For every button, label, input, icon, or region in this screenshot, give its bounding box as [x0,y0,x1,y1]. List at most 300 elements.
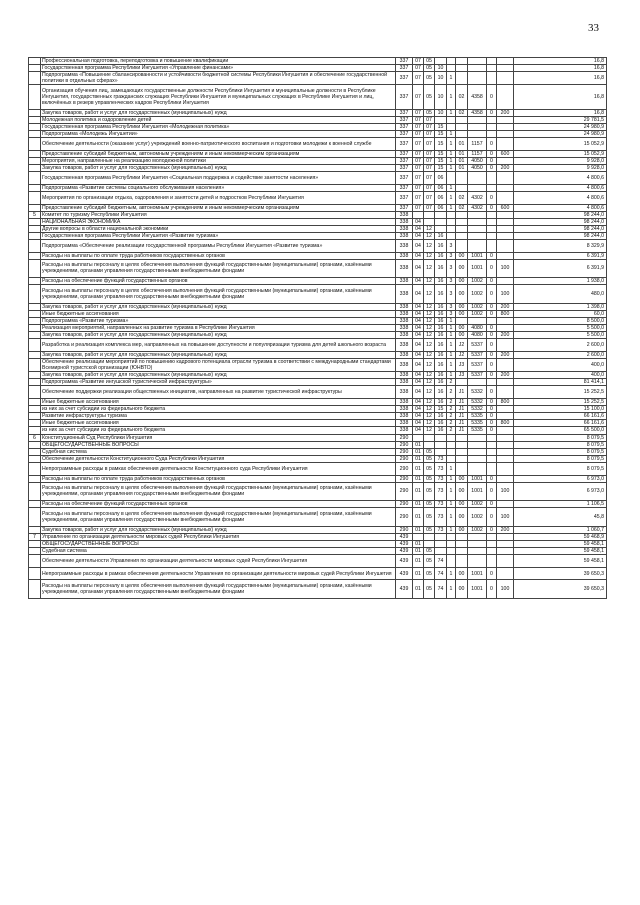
expense-type-code [497,72,514,85]
row-name: Расходы на выплаты персоналу в целях обеспечения выполнения функций государственными (муниципальными) органами, казёнными учреждениями, органами управления государственными внебюджетными фондами [41,482,396,501]
subprogram-code: 3 [447,259,456,278]
row-number [29,379,41,386]
direction-code: 1001 [468,567,487,580]
section-code: 04 [413,303,424,310]
direction-code: 1001 [468,252,487,259]
row-number [29,352,41,359]
direction-suffix: 0 [487,325,497,332]
event-code: 01 [456,138,468,151]
direction-suffix [487,72,497,85]
subprogram-code [447,117,456,124]
direction-suffix: 0 [487,259,497,278]
subprogram-code: 1 [447,191,456,204]
program-code: 16 [435,386,447,399]
section-code: 01 [413,526,424,533]
expense-type-code [497,191,514,204]
row-name: Расходы на выплаты персоналу в целях обеспечения выполнения функций государственными (муниципальными) органами, казёнными учреждениями, органами управления государственными внебюджетными фондами [41,285,396,304]
row-amount: 59 468,9 [514,533,607,540]
direction-suffix [487,232,497,239]
row-name: Расходы на выплаты персоналу в целях обеспечения выполнения функций государственными (муниципальными) органами, казёнными учреждениями, органами управления государственными внебюджетными фондами [41,508,396,527]
program-code: 06 [435,172,447,185]
row-name: Закупка товаров, работ и услуг для государственных (муниципальных) нужд [41,352,396,359]
direction-suffix [487,434,497,441]
ministry-code: 338 [396,332,413,339]
subsection-code: 05 [424,548,435,555]
direction-suffix: 0 [487,399,497,406]
section-code: 07 [413,85,424,110]
row-number [29,225,41,232]
expense-type-code: 800 [497,311,514,318]
expense-type-code [497,239,514,252]
section-code: 01 [413,482,424,501]
subsection-code: 07 [424,184,435,191]
expense-type-code [497,211,514,218]
row-number: 6 [29,434,41,441]
ministry-code: 338 [396,386,413,399]
direction-suffix [487,379,497,386]
table-row [29,332,607,339]
direction-code: 1157 [468,150,487,157]
section-code: 04 [413,285,424,304]
row-name: из них за счет субсидии из федерального бюджета [41,427,396,434]
expense-type-code [497,138,514,151]
section-code: 04 [413,406,424,413]
direction-code: 1002 [468,285,487,304]
row-name: Организация обучения лиц, замещающих государственные должности Республики Ингушетия и муниципальные должности в Республике Ингушетия, государственных гражданских служащих Республики Ингушетия и муниципальных служащих в Республике Ингушетия и лиц, включённых в резерв управленческих кадров Республики Ингушетия [41,85,396,110]
ministry-code: 337 [396,172,413,185]
ministry-code: 337 [396,158,413,165]
direction-code [468,225,487,232]
event-code: 00 [456,311,468,318]
row-number [29,448,41,455]
ministry-code: 337 [396,165,413,172]
row-amount: 66 161,6 [514,420,607,427]
event-code [456,448,468,455]
direction-code: 1001 [468,482,487,501]
table-row [29,462,607,475]
direction-suffix: 0 [487,204,497,211]
section-code: 07 [413,72,424,85]
direction-suffix [487,225,497,232]
direction-suffix: 0 [487,303,497,310]
subprogram-code: 2 [447,413,456,420]
row-number [29,441,41,448]
program-code: 73 [435,455,447,462]
row-number [29,72,41,85]
subprogram-code: 3 [447,303,456,310]
table-row [29,455,607,462]
table-row [29,138,607,151]
ministry-code: 337 [396,109,413,116]
table-row [29,124,607,131]
section-code: 04 [413,379,424,386]
section-code: 04 [413,311,424,318]
direction-suffix: 0 [487,580,497,599]
section-code: 01 [413,455,424,462]
direction-suffix: 0 [487,475,497,482]
row-name: Молодежная политика и оздоровление детей [41,117,396,124]
ministry-code: 290 [396,508,413,527]
subprogram-code [447,211,456,218]
program-code: 16 [435,325,447,332]
subprogram-code [447,218,456,225]
table-row [29,158,607,165]
subsection-code: 05 [424,455,435,462]
expense-type-code: 600 [497,150,514,157]
expense-type-code [497,124,514,131]
direction-code: 1002 [468,501,487,508]
row-name: Расходы на выплаты персоналу в целях обеспечения выполнения функций государственными (муниципальными) органами, казёнными учреждениями, органами управления государственными внебюджетными фондами [41,580,396,599]
subprogram-code: 1 [447,580,456,599]
subsection-code: 12 [424,352,435,359]
row-amount: 6 973,0 [514,475,607,482]
row-amount: 1 060,7 [514,526,607,533]
expense-type-code: 800 [497,420,514,427]
direction-code [468,131,487,138]
ministry-code: 338 [396,285,413,304]
row-number: 5 [29,211,41,218]
table-row [29,165,607,172]
row-amount: 4 800,6 [514,184,607,191]
section-code: 07 [413,124,424,131]
ministry-code: 290 [396,501,413,508]
program-code: 74 [435,580,447,599]
ministry-code: 439 [396,555,413,568]
table-row [29,259,607,278]
table-row [29,232,607,239]
direction-suffix: 0 [487,252,497,259]
table-row [29,352,607,359]
program-code: 16 [435,252,447,259]
subsection-code: 07 [424,172,435,185]
subsection-code: 12 [424,427,435,434]
expense-type-code [497,58,514,65]
program-code: 15 [435,158,447,165]
subsection-code [424,434,435,441]
subprogram-code: 2 [447,386,456,399]
subsection-code: 07 [424,191,435,204]
ministry-code: 338 [396,239,413,252]
subsection-code: 07 [424,117,435,124]
row-name: Подпрограмма «Повышение сбалансированности и устойчивости бюджетной системы Республики Ингушетия и обеспечение государственной политики в отдельных сферах» [41,72,396,85]
subsection-code: 12 [424,285,435,304]
row-amount: 15 052,9 [514,150,607,157]
direction-code: 5337 [468,372,487,379]
subsection-code: 12 [424,311,435,318]
direction-code: 1002 [468,278,487,285]
event-code: 00 [456,567,468,580]
subsection-code: 12 [424,332,435,339]
expense-type-code [497,131,514,138]
expense-type-code [497,427,514,434]
subsection-code: 12 [424,372,435,379]
table-row [29,252,607,259]
program-code: 15 [435,150,447,157]
event-code: 00 [456,332,468,339]
direction-suffix: 0 [487,508,497,527]
section-code: 07 [413,150,424,157]
expense-type-code: 200 [497,303,514,310]
program-code: 73 [435,501,447,508]
direction-code [468,455,487,462]
subprogram-code: 1 [447,352,456,359]
row-amount: 29 781,5 [514,117,607,124]
expense-type-code [497,85,514,110]
event-code [456,117,468,124]
direction-code: 4080 [468,325,487,332]
ministry-code: 338 [396,379,413,386]
direction-code: 4358 [468,85,487,110]
program-code: 16 [435,413,447,420]
event-code [456,379,468,386]
direction-code [468,441,487,448]
row-number [29,252,41,259]
table-row [29,413,607,420]
table-row [29,359,607,372]
row-number [29,548,41,555]
expense-type-code: 200 [497,372,514,379]
subprogram-code: 1 [447,475,456,482]
direction-suffix [487,541,497,548]
direction-suffix: 0 [487,420,497,427]
direction-code: 1002 [468,526,487,533]
direction-suffix [487,455,497,462]
expense-type-code: 200 [497,352,514,359]
row-amount: 8 079,5 [514,455,607,462]
program-code [435,541,447,548]
program-code: 15 [435,131,447,138]
subprogram-code [447,441,456,448]
event-code: 01 [456,158,468,165]
program-code: 73 [435,475,447,482]
ministry-code: 338 [396,311,413,318]
subsection-code: 12 [424,239,435,252]
program-code [435,225,447,232]
subsection-code: 05 [424,526,435,533]
row-number [29,58,41,65]
table-row [29,117,607,124]
subprogram-code [447,225,456,232]
program-code: 15 [435,124,447,131]
row-number [29,427,41,434]
row-name: Расходы на выплаты по оплате труда работников государственных органов [41,475,396,482]
row-name: Подпрограмма «Развитие системы социального обслуживания населения» [41,184,396,191]
subsection-code: 07 [424,124,435,131]
direction-suffix [487,462,497,475]
direction-suffix: 0 [487,138,497,151]
direction-code: 5332 [468,386,487,399]
program-code: 16 [435,311,447,318]
subprogram-code: 2 [447,406,456,413]
event-code [456,232,468,239]
row-number [29,303,41,310]
program-code [435,58,447,65]
expense-type-code [497,448,514,455]
event-code: 00 [456,278,468,285]
direction-code: 5332 [468,399,487,406]
section-code: 07 [413,184,424,191]
ministry-code: 337 [396,117,413,124]
row-name: Непрограммные расходы в рамках обеспечения деятельности Управления по организации деятельности мировых судей Республики Ингушетия [41,567,396,580]
row-number [29,455,41,462]
table-row [29,318,607,325]
subsection-code [424,218,435,225]
direction-suffix [487,218,497,225]
table-row [29,441,607,448]
ministry-code: 337 [396,85,413,110]
direction-suffix: 0 [487,427,497,434]
row-number [29,555,41,568]
row-name: Предоставление субсидий бюджетным, автономным учреждениям и иным некоммерческим организациям [41,150,396,157]
ministry-code: 338 [396,259,413,278]
expense-type-code: 100 [497,508,514,527]
expense-type-code [497,172,514,185]
ministry-code: 290 [396,462,413,475]
expense-type-code [497,339,514,352]
direction-suffix: 0 [487,150,497,157]
expense-type-code [497,386,514,399]
expense-type-code [497,475,514,482]
subsection-code: 05 [424,65,435,72]
row-name: Государственная программа Республики Ингушетия «Управление финансами» [41,65,396,72]
table-row [29,420,607,427]
program-code: 16 [435,379,447,386]
direction-code: 1001 [468,475,487,482]
row-number [29,278,41,285]
event-code: 00 [456,482,468,501]
table-row [29,211,607,218]
program-code [435,211,447,218]
row-amount: 9 928,0 [514,158,607,165]
ministry-code: 290 [396,448,413,455]
direction-code: 1002 [468,508,487,527]
row-name: НАЦИОНАЛЬНАЯ ЭКОНОМИКА [41,218,396,225]
expense-type-code [497,441,514,448]
ministry-code: 439 [396,541,413,548]
program-code [435,117,447,124]
ministry-code: 290 [396,455,413,462]
row-number [29,65,41,72]
row-number [29,285,41,304]
row-number [29,567,41,580]
table-row [29,278,607,285]
program-code [435,218,447,225]
direction-code: 4050 [468,158,487,165]
subprogram-code: 1 [447,204,456,211]
program-code: 74 [435,567,447,580]
table-row [29,184,607,191]
expense-type-code [497,548,514,555]
program-code: 16 [435,352,447,359]
direction-suffix: 0 [487,482,497,501]
row-number [29,462,41,475]
subsection-code: 12 [424,420,435,427]
direction-code: 5337 [468,352,487,359]
subprogram-code [447,455,456,462]
subprogram-code [447,555,456,568]
section-code: 01 [413,580,424,599]
row-number [29,191,41,204]
ministry-code: 338 [396,372,413,379]
direction-code [468,548,487,555]
row-name: Подпрограмма «Обеспечение реализации государственной программы Республики Ингушетия «Развитие туризма» [41,239,396,252]
direction-code: 5332 [468,406,487,413]
section-code: 01 [413,555,424,568]
subprogram-code: 2 [447,420,456,427]
expense-type-code [497,225,514,232]
program-code: 06 [435,191,447,204]
row-amount: 1 106,5 [514,501,607,508]
subprogram-code: 1 [447,318,456,325]
section-code: 04 [413,352,424,359]
event-code: 02 [456,204,468,211]
subsection-code: 07 [424,204,435,211]
subprogram-code: 1 [447,359,456,372]
subsection-code: 12 [424,359,435,372]
direction-code: 5335 [468,413,487,420]
ministry-code: 337 [396,191,413,204]
section-code [413,434,424,441]
direction-code [468,434,487,441]
event-code [456,434,468,441]
ministry-code: 338 [396,406,413,413]
subprogram-code: 1 [447,158,456,165]
row-name: Закупка товаров, работ и услуг для государственных (муниципальных) нужд [41,332,396,339]
ministry-code: 338 [396,325,413,332]
row-amount: 24 980,9 [514,131,607,138]
program-code: 16 [435,420,447,427]
table-row [29,533,607,540]
direction-suffix: 0 [487,332,497,339]
ministry-code: 337 [396,138,413,151]
ministry-code: 290 [396,434,413,441]
ministry-code: 439 [396,580,413,599]
row-name: Обеспечение реализации мероприятий по повышению кадрового потенциала отрасли туризма в соответствии с международными стандартами Всемирной туристской организации (ЮНВТО) [41,359,396,372]
event-code: 00 [456,501,468,508]
direction-suffix: 0 [487,372,497,379]
table-row [29,501,607,508]
table-row [29,406,607,413]
event-code: 00 [456,252,468,259]
subsection-code: 05 [424,580,435,599]
event-code: 02 [456,191,468,204]
ministry-code: 337 [396,184,413,191]
row-amount: 65 500,0 [514,427,607,434]
program-code: 74 [435,555,447,568]
row-amount: 16,8 [514,65,607,72]
row-number [29,124,41,131]
direction-suffix: 0 [487,413,497,420]
section-code: 04 [413,252,424,259]
direction-suffix [487,533,497,540]
ministry-code: 338 [396,232,413,239]
row-name: Комитет по туризму Республики Ингушетия [41,211,396,218]
event-code: 01 [456,150,468,157]
subprogram-code: 1 [447,526,456,533]
ministry-code: 338 [396,278,413,285]
table-row [29,109,607,116]
event-code: J1 [456,427,468,434]
event-code: 00 [456,580,468,599]
expense-type-code [497,379,514,386]
program-code: 06 [435,204,447,211]
table-row [29,555,607,568]
row-number [29,318,41,325]
program-code: 73 [435,482,447,501]
event-code: J1 [456,399,468,406]
subprogram-code: 1 [447,72,456,85]
program-code: 16 [435,359,447,372]
